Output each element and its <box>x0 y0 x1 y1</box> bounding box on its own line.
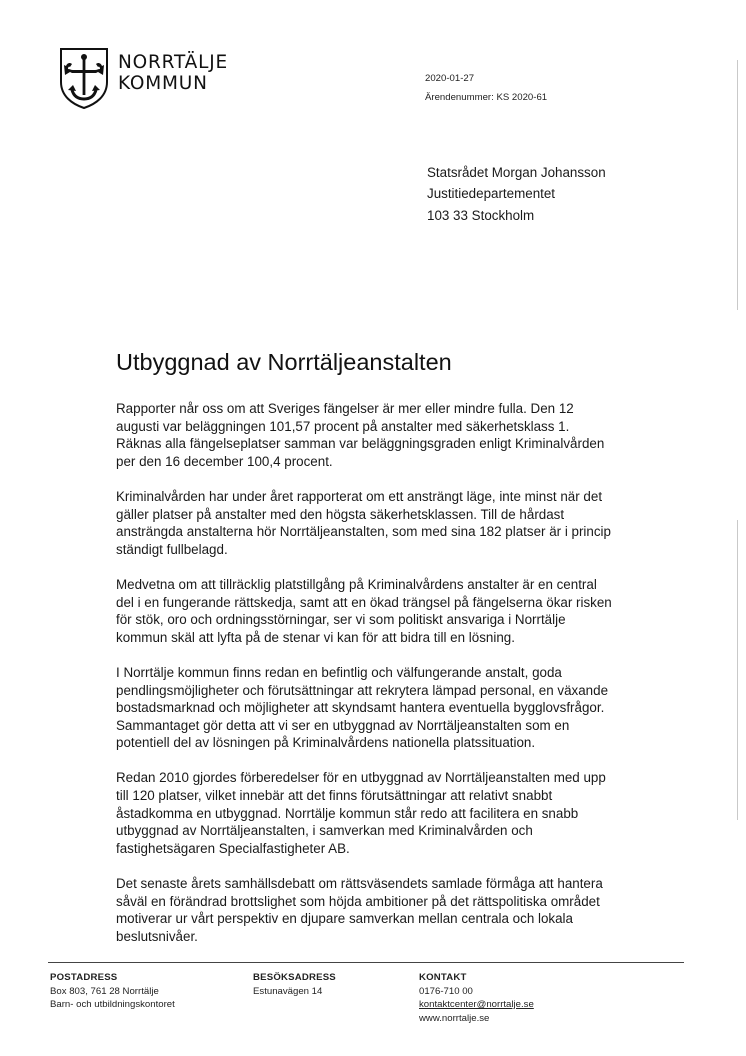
case-number: Ärendenummer: KS 2020-61 <box>425 92 548 103</box>
body-paragraph: Medvetna om att tillräcklig platstillgång på Kriminalvårdens anstalter är en central del i en fungerande rättskedja, samt att en ökad trängsel på fängelserna ökar risken för stök, oro och ordningsstörningar, ser vi som politiskt ansvariga i Norrtälje kommun skäl att lyfta på de stenar vi kan för att bidra till en lösning. <box>116 576 612 645</box>
footer-postal-heading: POSTADRESS <box>50 972 118 983</box>
footer-contact <box>419 971 534 1025</box>
footer-website[interactable]: www.norrtalje.se <box>419 1012 490 1024</box>
anchor-shield-icon <box>58 46 110 110</box>
footer-postal-line-1: Box 803, 761 28 Norrtälje <box>50 985 159 997</box>
recipient-address <box>427 162 606 226</box>
footer-phone: 0176-710 00 <box>419 985 473 997</box>
letter-title: Utbyggnad av Norrtäljeanstalten <box>116 349 452 375</box>
letter-body <box>116 400 616 963</box>
municipality-logo <box>58 46 248 110</box>
scan-edge-mark <box>737 520 738 820</box>
footer-email-link[interactable]: kontaktcenter@norrtalje.se <box>419 999 534 1010</box>
footer-postal-line-2: Barn- och utbildningskontoret <box>50 999 175 1010</box>
recipient-department: Justitiedepartementet <box>427 186 556 202</box>
body-paragraph: Kriminalvården har under året rapporterat om ett ansträngt läge, inte minst när det gäller platser på anstalter med den högsta säkerhetsklassen. Till de hårdast ansträngda anstalterna hör Norrtäljeanstalten, som med sina 182 platser är i princip ständigt fullbelagd. <box>116 488 611 557</box>
body-paragraph: Redan 2010 gjordes förberedelser för en utbyggnad av Norrtäljeanstalten med upp till 120 platser, vilket innebär att det finns förutsättningar att relativt snabbt åstadkomma en utbyggnad. Norrtälje kommun står redo att facilitera en snabb utbyggnad av Norrtäljeanstalten, i samverkan med Kriminalvården och fastighetsägaren Specialfastigheter AB. <box>116 770 606 856</box>
footer-contact-heading: KONTAKT <box>419 972 467 983</box>
recipient-name: Statsrådet Morgan Johansson <box>427 165 606 180</box>
footer-visit-line-1: Estunavägen 14 <box>253 985 323 997</box>
footer-postal-address <box>50 971 175 1012</box>
footer-visit-heading: BESÖKSADRESS <box>253 972 336 983</box>
body-paragraph: Det senaste årets samhällsdebatt om rättsväsendets samlade förmåga att hantera såväl en förändrad brottslighet som höjda ambitioner på det rättspolitiska området motiverar ur vårt perspektiv en djupare samverkan mellan centrala och lokala beslutsnivåer. <box>116 876 603 944</box>
scan-edge-mark <box>737 60 738 310</box>
body-paragraph: Rapporter når oss om att Sveriges fängelser är mer eller mindre fulla. Den 12 augusti var beläggningen 101,57 procent på anstalter med säkerhetsklass 1. Räknas alla fängelseplatser samman var beläggningsgraden enligt Kriminalvården per den 16 december 100,4 procent. <box>116 401 605 469</box>
body-paragraph: I Norrtälje kommun finns redan en befintlig och välfungerande anstalt, goda pendlingsmöjligheter och förutsättningar att rekrytera lämpad personal, en växande bostadsmarknad och möjligheter att skyndsamt hantera eventuella bygglovsfrågor. Sammantaget gör detta att vi ser en utbyggnad av Norrtäljeanstalten som en potentiell del av lösningen på Kriminalvårdens nationella platssituation. <box>116 664 609 751</box>
logo-line-2: KOMMUN <box>118 73 208 94</box>
document-date: 2020-01-27 <box>425 73 475 84</box>
recipient-postal-address: 103 33 Stockholm <box>427 207 535 223</box>
footer-divider <box>48 962 684 963</box>
logo-wordmark <box>118 52 228 94</box>
footer-visiting-address <box>253 971 336 998</box>
logo-line-1: NORRTÄLJE <box>118 52 228 73</box>
document-meta <box>425 69 547 107</box>
